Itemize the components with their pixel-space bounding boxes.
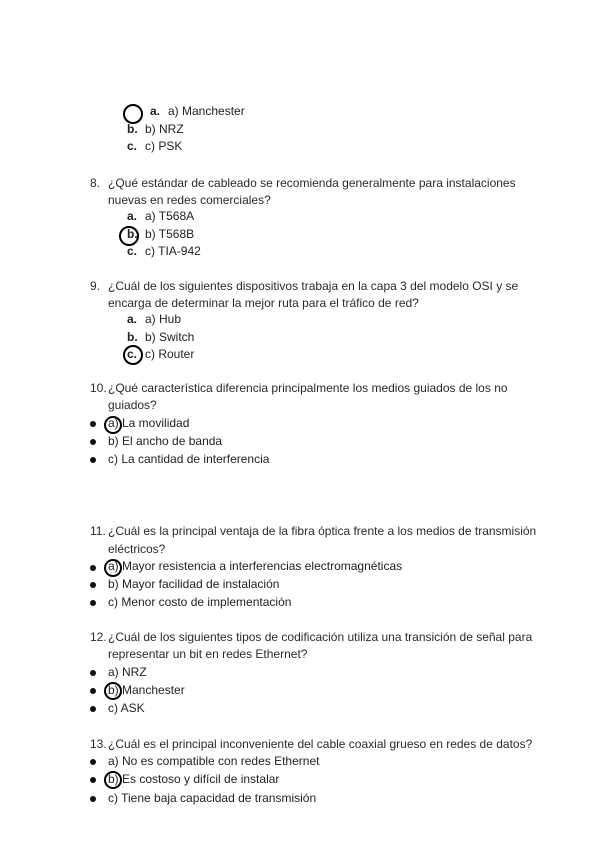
option-a[interactable]: a) NRZ: [108, 665, 147, 679]
option-c[interactable]: c. c) Router: [127, 347, 195, 361]
bullet-icon: [90, 600, 96, 606]
bullet-icon: [90, 706, 96, 712]
option-b[interactable]: b) Manchester: [108, 683, 185, 697]
option-a[interactable]: a) Mayor resistencia a interferencias electromagnéticas: [108, 559, 403, 573]
option-b[interactable]: b) Es costoso y difícil de instalar: [108, 772, 280, 786]
option-a[interactable]: a. a) Hub: [127, 312, 182, 326]
bullet-icon: [90, 796, 96, 802]
question-text-line-1: ¿Cuál de los siguientes tipos de codificación utiliza una transición de señal para: [108, 630, 533, 644]
option-b[interactable]: b) El ancho de banda: [108, 434, 223, 448]
question-number: 9.: [90, 279, 101, 293]
question-number: 10.: [90, 381, 107, 395]
option-b[interactable]: b) Mayor facilidad de instalación: [108, 577, 280, 591]
question-text-line-1: ¿Cuál de los siguientes dispositivos trabaja en la capa 3 del modelo OSI y se: [108, 279, 519, 293]
bullet-icon: [90, 670, 96, 676]
question-text-line-2: nuevas en redes comerciales?: [108, 193, 271, 207]
option-c[interactable]: c) Tiene baja capacidad de transmisión: [108, 791, 317, 805]
question-text-line-1: ¿Qué estándar de cableado se recomienda generalmente para instalaciones: [108, 176, 516, 190]
question-text-line-2: representar un bit en redes Ethernet?: [108, 647, 308, 661]
question-text-line-2: eléctricos?: [108, 542, 166, 556]
bullet-icon: [90, 565, 96, 571]
bullet-icon: [90, 582, 96, 588]
option-c[interactable]: c) La cantidad de interferencia: [108, 452, 270, 466]
option-c[interactable]: c) Menor costo de implementación: [108, 595, 292, 609]
option-a[interactable]: a. a) Manchester: [150, 104, 245, 118]
bullet-icon: [90, 688, 96, 694]
option-c[interactable]: c. c) TIA-942: [127, 244, 201, 258]
option-a[interactable]: a) La movilidad: [108, 416, 190, 430]
selection-circle: [123, 104, 143, 124]
option-b[interactable]: b. b) NRZ: [127, 122, 184, 136]
question-text-line-1: ¿Cuál es la principal ventaja de la fibra óptica frente a los medios de transmisión: [108, 524, 537, 538]
option-a[interactable]: a) No es compatible con redes Ethernet: [108, 754, 320, 768]
option-b[interactable]: b. b) T568B: [127, 227, 195, 241]
question-number: 12.: [90, 630, 107, 644]
bullet-icon: [90, 457, 96, 463]
question-number: 8.: [90, 176, 101, 190]
bullet-icon: [90, 439, 96, 445]
option-b[interactable]: b. b) Switch: [127, 330, 195, 344]
bullet-icon: [90, 421, 96, 427]
question-number: 11.: [90, 524, 106, 538]
question-text-line-1: ¿Qué característica diferencia principalmente los medios guiados de los no: [108, 381, 508, 395]
bullet-icon: [90, 777, 96, 783]
bullet-icon: [90, 759, 96, 765]
question-number: 13.: [90, 737, 107, 751]
question-text-line-2: guiados?: [108, 398, 157, 412]
option-c[interactable]: c) ASK: [108, 701, 145, 715]
question-text-line-1: ¿Cuál es el principal inconveniente del cable coaxial grueso en redes de datos?: [108, 737, 533, 751]
option-a[interactable]: a. a) T568A: [127, 209, 195, 223]
option-c[interactable]: c. c) PSK: [127, 139, 183, 153]
question-text-line-2: encarga de determinar la mejor ruta para el tráfico de red?: [108, 296, 419, 310]
